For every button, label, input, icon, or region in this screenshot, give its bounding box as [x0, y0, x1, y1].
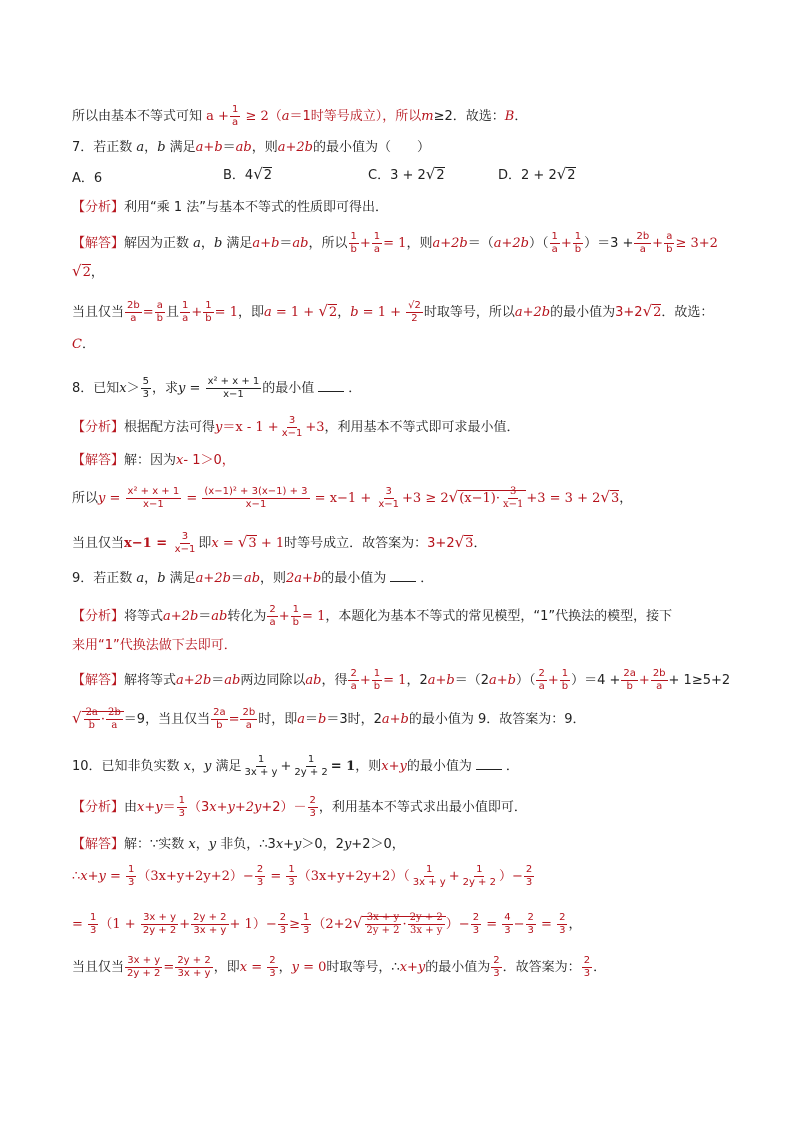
text: 时取等号，所以 [423, 305, 515, 320]
text: 即 [198, 536, 212, 551]
text: ，即 [213, 960, 240, 975]
text: ＝ [222, 140, 236, 155]
text: ab [243, 571, 261, 586]
text: ）（ [515, 673, 536, 688]
text: 的最小值为 9．故答案为：9． [408, 712, 586, 727]
text: 的最小值为 [321, 571, 387, 586]
option-b: B．4√2 [223, 165, 273, 183]
answer-10-line3: = $\frac{1}{3}$ （1 + $\frac{3x + y}{2y + 2}$ + $\frac{2y + 2}{3x + y}$ + 1）− $\frac{2}{3}$ ≥ $\frac{1}{3}$ （2+2√ $\frac{3x + y}{2y + 2}$ · $\frac{2y + 2}{3x + y}$ ）− $\frac{2}{3}$ = $\frac{4}{3}$ − $\frac{2}{3}$ = $\frac{2}{3}$ ， [72, 912, 582, 936]
analysis-tag: 【分析】 [72, 609, 125, 624]
text: 满足 [169, 571, 196, 586]
text: ≥ 2（ [245, 109, 282, 124]
text: 3+2 [615, 305, 643, 320]
question-7: 7．若正数 a，b 满足a+b＝ab，则a+2b的最小值为（ ） [72, 140, 431, 155]
text: ＝（2 [454, 673, 489, 688]
answer-tag: 【解答】 [72, 837, 125, 852]
text: C [72, 337, 82, 352]
solution-6-conclusion: 所以由基本不等式可知 a + $\frac{1}{a}$ ≥ 2（a＝1时等号成立），所以m≥2．故选：B． [72, 104, 528, 128]
answer-blank [318, 391, 344, 392]
text: ． [348, 381, 362, 396]
text: 根据配方法可得 [124, 420, 216, 435]
text: 8．已知 [72, 381, 120, 396]
analysis-9-line1: 【分析】将等式a+2b＝ab转化为 $\frac{2}{a}$ + $\frac{1}{b}$ = 1，本题化为基本不等式的常见模型，“1”代换法的模型，接下 [72, 604, 673, 628]
text: ． [593, 960, 607, 975]
text: ，利用基本不等式求出最小值即可． [318, 800, 527, 815]
answer-9-line2: √ $\frac{2a}{b}$ · $\frac{2b}{a}$ ＝9，当且仅当 $\frac{2a}{b}$ = $\frac{2b}{a}$ 时，即a＝b＝3时，2a+b的最小值为 9．故答案为：9． [72, 707, 586, 731]
text: ≥2．故选： [433, 109, 505, 124]
answer-8-line2: 所以y = $\frac{\text{x² + x + 1}}{x-1}$ = $\frac{\text{(x−1)² + 3(x−1) + 3}}{x-1}$ = x−1 + $\frac{3}{x-1}$ +3 ≥ 2√(x−1)· $\frac{3}{x-1}$ +3 = 3 + 2√3， [72, 486, 633, 510]
answer-tag: 【解答】 [72, 453, 125, 468]
text: ＞0，2 [301, 837, 344, 852]
text: ＝ [198, 609, 212, 624]
answer-blank [390, 581, 416, 582]
analysis-tag: 【分析】 [72, 200, 125, 215]
text: ，即 [237, 305, 264, 320]
text: ，本题化为基本不等式的常见模型，“1”代换法的模型，接下 [325, 609, 673, 624]
answer-9-line1: 【解答】解将等式a+2b＝ab两边同除以ab，得 $\frac{2}{a}$ + $\frac{1}{b}$ = 1，2a+b＝（2a+b）（ $\frac{2}{a}$ + $\frac{1}{b}$ ）＝4 + $\frac{2a}{b}$ + $\frac{2b}{a}$ + 1≥5+2 [72, 668, 731, 692]
text: 的最小值为 [425, 960, 491, 975]
text: 当且仅当 [72, 305, 125, 320]
answer-blank [476, 769, 502, 770]
option-a [72, 167, 102, 186]
answer-10-line1: 【解答】解：∵实数 x，y 非负，∴3x+y＞0，2y+2＞0， [72, 837, 405, 852]
answer-7-line3: 当且仅当 $\frac{2b}{a}$ = $\frac{a}{b}$ 且 $\frac{1}{a}$ + $\frac{1}{b}$ = 1，即a = 1 + √2，b = 1 + $\frac{√2}{2}$ 时取等号，所以a+2b的最小值为3+2√2．故选： [72, 300, 714, 324]
text: a+2b [277, 140, 313, 155]
text: x+y [381, 759, 407, 774]
answer-7-line1: 【解答】解因为正数 a，b 满足a+b＝ab，所以 $\frac{1}{b}$ + $\frac{1}{a}$ = 1，则a+2b＝（a+2b）（ $\frac{1}{a}$ + $\frac{1}{b}$ ）＝3 + $\frac{2b}{a}$ + $\frac{a}{b}$ ≥ 3+2 [72, 231, 718, 255]
text: 当且仅当 [72, 536, 125, 551]
text: + 1≥5+2 [668, 673, 731, 688]
text: 时取等号，∴ [326, 960, 400, 975]
text: ． [514, 109, 528, 124]
text: ）（ [528, 236, 549, 251]
question-8: 8．已知x＞ $\frac{5}{3}$ ，求y = $\frac{\text{x² + x + 1}}{x-1}$ 的最小值 ． [72, 376, 362, 400]
text: 当且仅当 [72, 960, 125, 975]
analysis-7 [72, 199, 734, 217]
analysis-9-line2 [72, 637, 734, 655]
text: a+2b [514, 305, 551, 320]
analysis-tag: 【分析】 [72, 800, 125, 815]
text: m [421, 109, 434, 124]
text: 的最小值为 [406, 759, 472, 774]
text: ，利用基本不等式即可求最小值． [324, 420, 520, 435]
text: ≥ 3+2 [675, 236, 718, 251]
text: ，得 [321, 673, 348, 688]
answer-10-line4: 当且仅当 $\frac{3x + y}{2y + 2}$ = $\frac{2y + 2}{3x + y}$ ，即x = $\frac{2}{3}$ ，y = 0时取等号，∴x+y的最小值为 $\frac{2}{3}$ ．故答案为： $\frac{2}{3}$ ． [72, 955, 607, 979]
text: ，2 [406, 673, 428, 688]
text: a+b [252, 236, 280, 251]
text: 将等式 [124, 609, 164, 624]
text: ab [292, 236, 309, 251]
text: ＝1时等号成立），所以 [289, 109, 422, 124]
text: 时，即 [258, 712, 298, 727]
text: 两边同除以 [240, 673, 306, 688]
text: ，所以 [308, 236, 348, 251]
answer-8-line1 [72, 452, 734, 470]
text: 的最小值为 [550, 305, 616, 320]
answer-tag: 【解答】 [72, 236, 125, 251]
answer-7-choice: C． [72, 337, 95, 352]
answer-tag: 【解答】 [72, 673, 125, 688]
text: a+2b [163, 609, 199, 624]
text: ，则 [260, 571, 287, 586]
text: 非负，∴3 [220, 837, 276, 852]
text: 由 [124, 800, 138, 815]
text: 10．已知非负实数 [72, 759, 180, 774]
text: 所以 [72, 491, 99, 506]
text: （3 [188, 800, 210, 815]
text: 7．若正数 [72, 140, 133, 155]
text: ＝9，当且仅当 [123, 712, 211, 727]
analysis-10: 【分析】由x+y＝ $\frac{1}{3}$ （3x+y+2y+2）－ $\frac{2}{3}$ ，利用基本不等式求出最小值即可． [72, 795, 527, 819]
text: 的最小值 [262, 381, 315, 396]
text: a+2b [432, 236, 468, 251]
option-d: D．2 + 2√2 [498, 165, 576, 183]
text: ）＝4 + [571, 673, 621, 688]
text: ＝ [230, 571, 244, 586]
text: 2a+b [286, 571, 322, 586]
answer-8-line3: 当且仅当x−1 = $\frac{3}{x-1}$ 即x = √3 + 1时等号成立．故答案为：3+2√3． [72, 531, 487, 555]
text: ．故答案为： [502, 960, 581, 975]
text: +2）－ [261, 800, 307, 815]
text: 且 [166, 305, 180, 320]
text: 转化为 [227, 609, 267, 624]
text: a [281, 109, 290, 124]
text: 解因为正数 [124, 236, 190, 251]
analysis-tag: 【分析】 [72, 420, 125, 435]
answer-7-line2: √2， [72, 262, 104, 280]
text: ）＝3 + [584, 236, 634, 251]
text: 解：∵实数 [124, 837, 185, 852]
text: a+2b [493, 236, 529, 251]
text: ，则 [406, 236, 433, 251]
text: ，则 [355, 759, 382, 774]
text: 所以由基本不等式可知 [72, 109, 203, 124]
text: 满足 [215, 759, 242, 774]
text: ab [211, 609, 228, 624]
question-10: 10．已知非负实数 x，y 满足 $\frac{1}{3x + y}$ + $\frac{1}{2y + 2}$ = 1，则x+y的最小值为 ． [72, 754, 519, 778]
text: ，则 [251, 140, 278, 155]
text: B [504, 109, 515, 124]
text: A．6 [72, 171, 103, 186]
option-c: C．3 + 2√2 [368, 165, 445, 183]
text: 来用“1”代换法做下去即可． [72, 638, 237, 653]
text: a+b [195, 140, 223, 155]
text: 满足 [169, 140, 196, 155]
text: 9．若正数 [72, 571, 133, 586]
text: 的最小值为（ ） [313, 140, 431, 155]
text: 解将等式 [124, 673, 177, 688]
text: C．3 + 2 [368, 168, 426, 183]
answer-10-line2: ∴x+y = $\frac{1}{3}$ （3x+y+2y+2）− $\frac{2}{3}$ = $\frac{1}{3}$ （3x+y+2y+2）（ $\frac{1}{3x + y}$ + $\frac{1}{2y + 2}$ ）− $\frac{2}{3}$ [72, 864, 533, 888]
text: x [176, 453, 184, 468]
text: ．故选： [661, 305, 714, 320]
text: ab [235, 140, 252, 155]
text: a+2b [195, 571, 231, 586]
text: 3+2 [427, 536, 455, 551]
question-9: 9．若正数 a，b 满足a+2b＝ab，则2a+b的最小值为 ． [72, 571, 434, 586]
analysis-8: 【分析】根据配方法可得y＝x - 1 + $\frac{3}{x-1}$ +3，利用基本不等式即可求最小值． [72, 415, 520, 439]
text: ＝ [279, 236, 293, 251]
text: ＝3时，2 [326, 712, 382, 727]
text: - 1＞0， [183, 453, 235, 468]
text: B．4 [223, 168, 254, 183]
text: 解：因为 [124, 453, 177, 468]
text: ，求 [152, 381, 179, 396]
text: D．2 + 2 [498, 168, 557, 183]
text: +2＞0， [351, 837, 405, 852]
text: 利用“乘 1 法”与基本不等式的性质即可得出． [124, 200, 389, 215]
text: 满足 [226, 236, 253, 251]
text: 时等号成立．故答案为： [284, 536, 428, 551]
text: ＝（ [467, 236, 494, 251]
